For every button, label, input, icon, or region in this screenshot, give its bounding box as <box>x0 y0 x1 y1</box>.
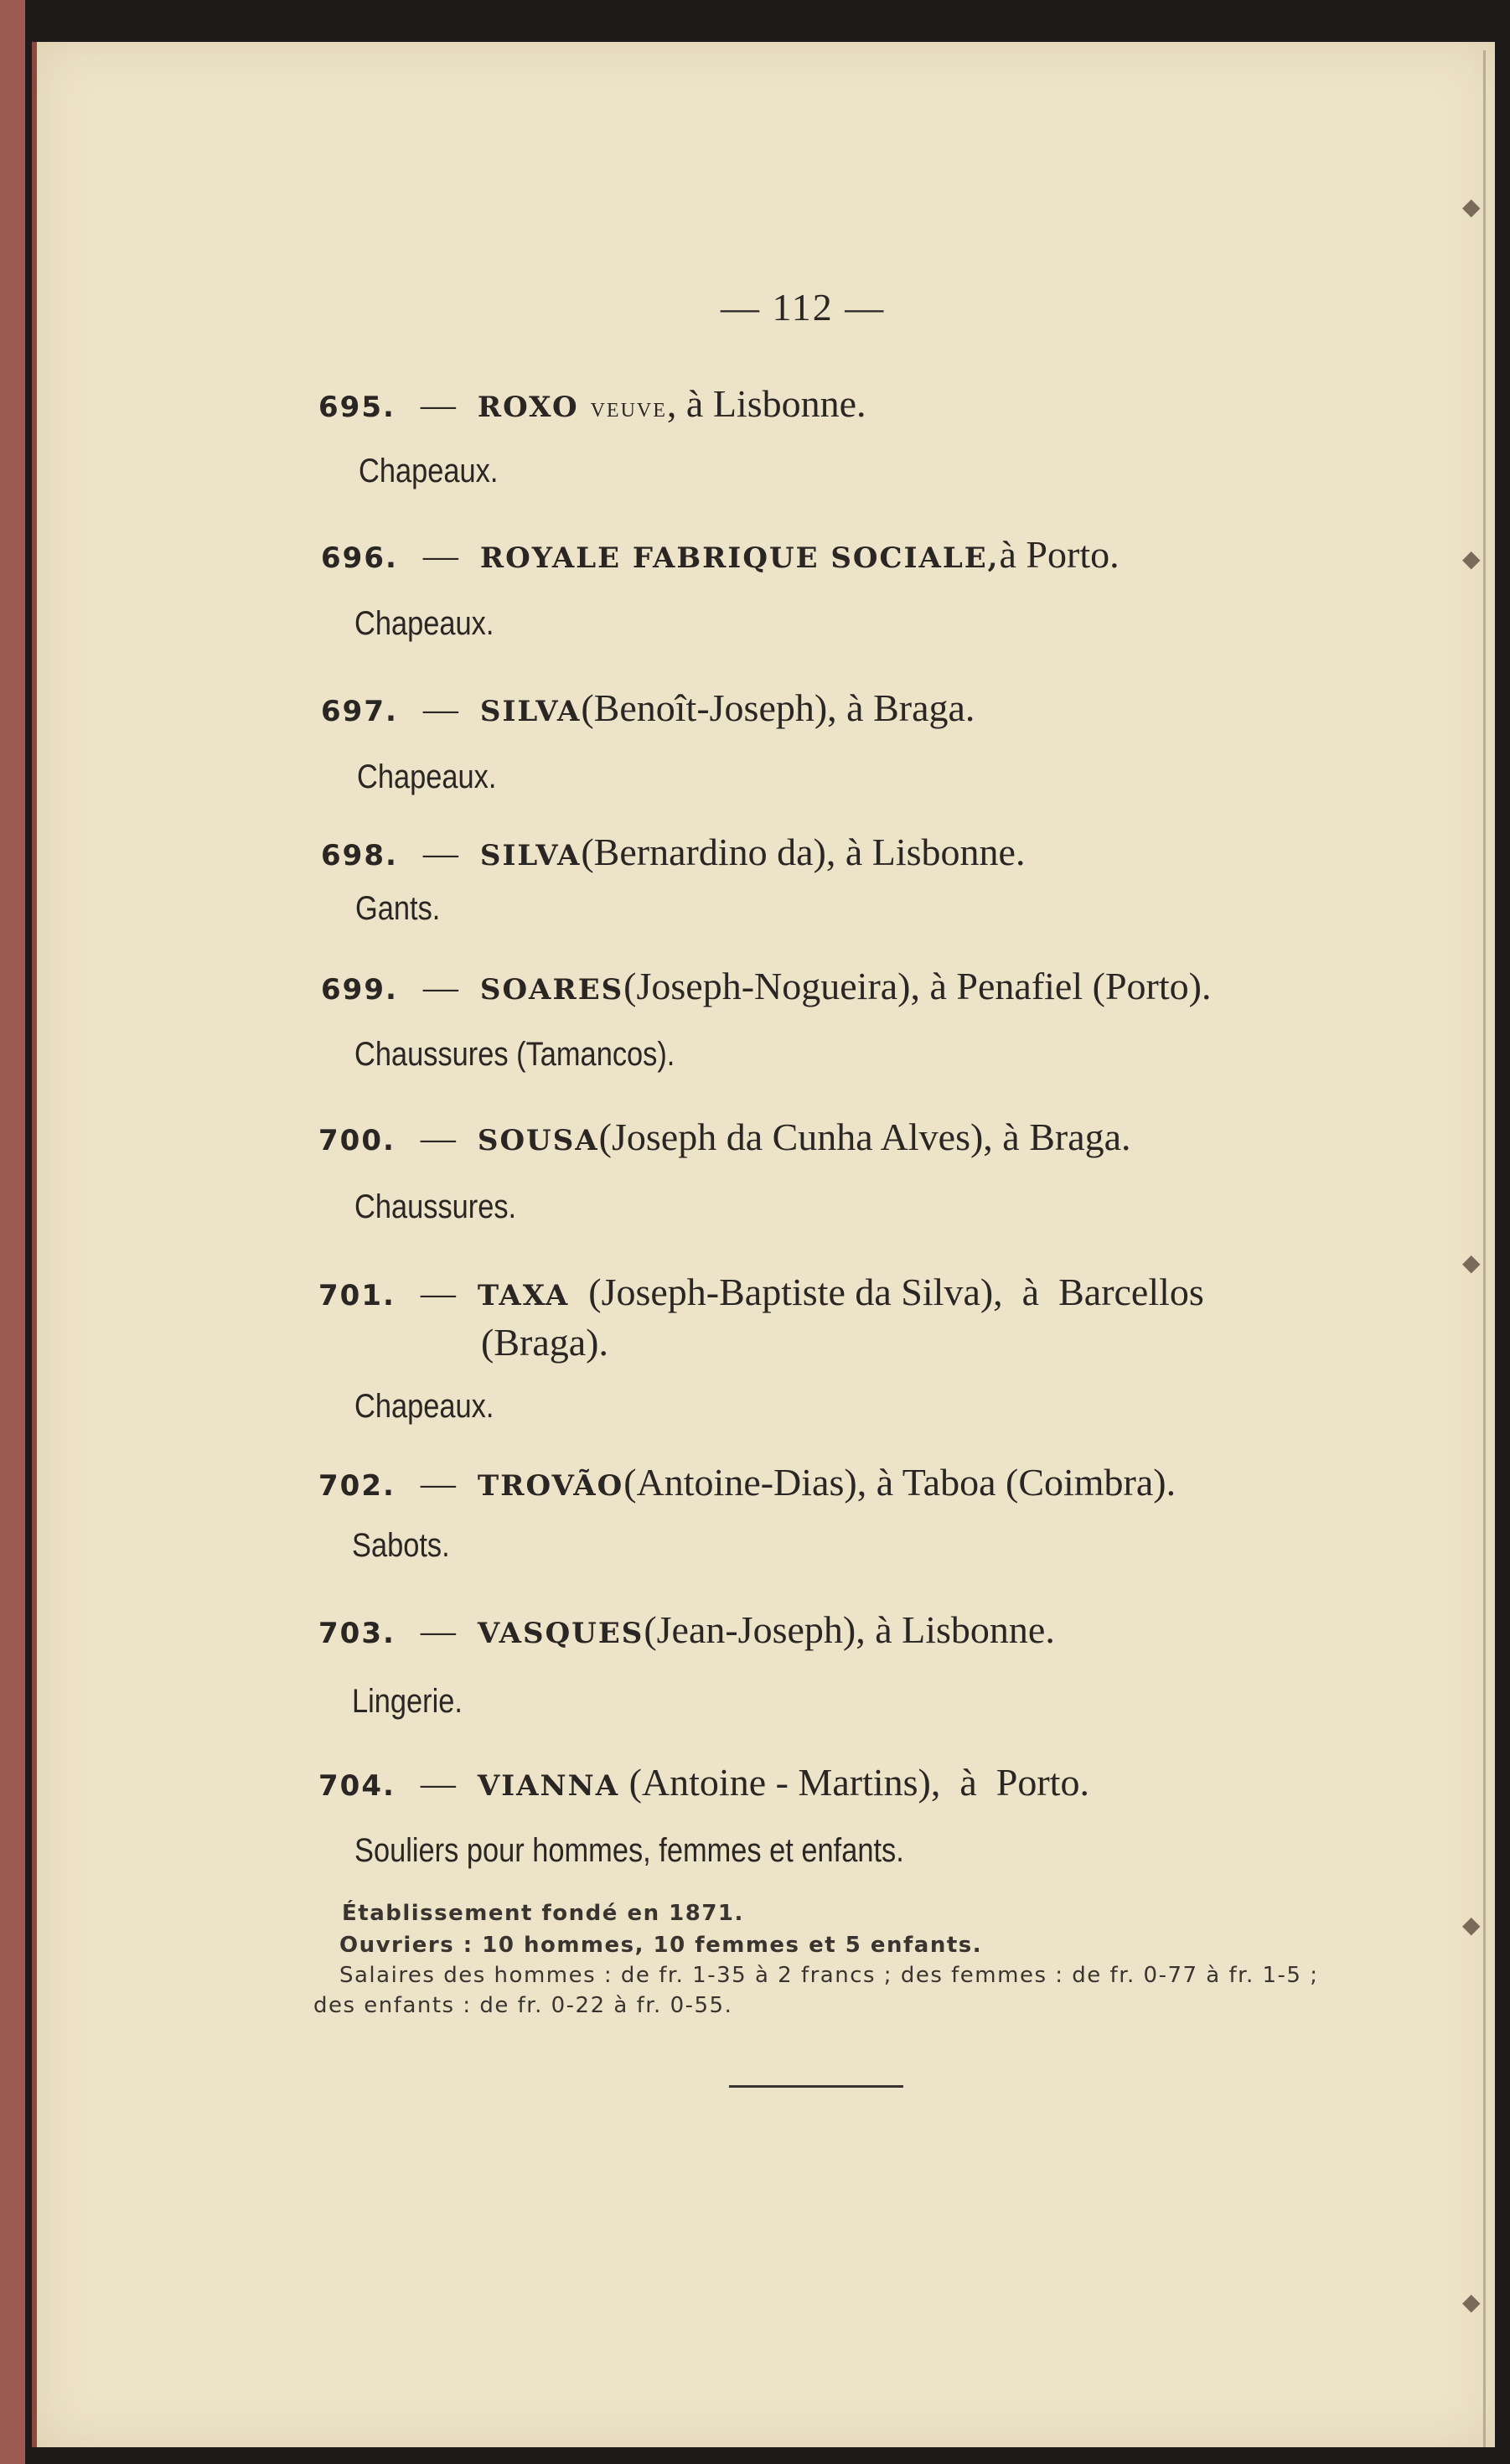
note-founded: Établissement fondé en 1871. <box>342 1901 744 1926</box>
entry-name: SILVA <box>479 839 582 872</box>
entry-dash: — <box>422 691 458 729</box>
entry-name: SOUSA <box>477 1124 599 1157</box>
entry-name: ROXO <box>477 391 579 424</box>
page-edge <box>0 0 25 2464</box>
entry-number: 704. <box>318 1769 396 1803</box>
entry-product: Chaussures (Tamancos). <box>354 1036 675 1073</box>
entry-dash: — <box>420 1465 456 1504</box>
entry-location: (Bernardino da), à Lisbonne. <box>581 831 1026 873</box>
entry-number: 703. <box>318 1617 396 1650</box>
entry-name: SOARES <box>479 973 624 1007</box>
entry-product: Gants. <box>355 890 441 927</box>
tab-marker-icon: ◆ <box>1462 546 1481 572</box>
entry-heading <box>318 381 866 426</box>
entry-location: , à Lisbonne. <box>666 382 866 425</box>
entry-product: Chapeaux. <box>354 1388 494 1425</box>
entry-dash: — <box>420 1275 456 1313</box>
page-number: — 112 — <box>721 286 886 329</box>
entry-name: TAXA <box>477 1279 570 1312</box>
entry-heading <box>321 964 1211 1008</box>
tab-marker-icon: ◆ <box>1462 1250 1481 1276</box>
entry-product: Chaussures. <box>354 1188 517 1225</box>
entry-heading <box>321 686 975 730</box>
entry-heading <box>318 1270 1204 1314</box>
entry-heading <box>321 532 1120 577</box>
entry-number: 699. <box>321 973 398 1007</box>
entry-heading <box>318 1607 1055 1652</box>
entry-heading <box>318 1760 1089 1804</box>
entry-name: ROYALE FABRIQUE SOCIALE, <box>479 541 1000 575</box>
entry-number: 700. <box>318 1124 396 1157</box>
note-wages: Salaires des hommes : de fr. 1-35 à 2 francs ; des femmes : de fr. 0-77 à fr. 1-5 ; <box>339 1963 1319 1988</box>
note-wages-continued: des enfants : de fr. 0-22 à fr. 0-55. <box>313 1993 733 2018</box>
entry-heading <box>318 1460 1176 1504</box>
entry-location: (Joseph-Baptiste da Silva), à Barcellos <box>569 1271 1204 1313</box>
entry-product: Sabots. <box>352 1527 450 1564</box>
entry-dash: — <box>420 1765 456 1804</box>
entry-name: VASQUES <box>477 1617 644 1650</box>
entry-location: (Antoine-Dias), à Taboa (Coimbra). <box>623 1461 1176 1504</box>
entry-name: SILVA <box>479 695 582 728</box>
entry-dash: — <box>422 537 458 576</box>
entry-number: 695. <box>318 391 396 424</box>
note-workers: Ouvriers : 10 hommes, 10 femmes et 5 enfants. <box>339 1933 983 1958</box>
entry-dash: — <box>420 386 456 425</box>
entry-location: (Antoine - Martins), à Porto. <box>619 1761 1089 1804</box>
entry-location: (Joseph da Cunha Alves), à Braga. <box>598 1116 1131 1158</box>
entry-number: 702. <box>318 1469 396 1503</box>
entry-name: VIANNA <box>477 1769 620 1803</box>
entry-dash: — <box>420 1120 456 1158</box>
entry-product: Chapeaux. <box>359 453 499 489</box>
entry-number: 696. <box>321 541 398 575</box>
entry-product: Chapeaux. <box>354 605 494 642</box>
entry-dash: — <box>420 1612 456 1651</box>
gutter-line <box>1483 50 1486 2447</box>
entry-location: (Benoît-Joseph), à Braga. <box>581 686 975 729</box>
tab-marker-icon: ◆ <box>1462 1913 1481 1939</box>
entry-location: (Joseph-Nogueira), à Penafiel (Porto). <box>623 965 1212 1007</box>
entry-product: Lingerie. <box>352 1683 463 1720</box>
entry-product: Souliers pour hommes, femmes et enfants. <box>354 1832 904 1869</box>
entry-qualifier: veuve <box>590 392 667 423</box>
section-divider <box>729 2085 903 2088</box>
entry-dash: — <box>422 969 458 1007</box>
entry-heading <box>321 830 1025 874</box>
entry-name: TROVÃO <box>477 1469 624 1503</box>
entry-number: 701. <box>318 1279 396 1312</box>
entry-location-continued: (Braga). <box>481 1321 608 1364</box>
entry-dash: — <box>422 835 458 873</box>
entry-location: à Porto. <box>999 533 1120 576</box>
entry-location: (Jean-Joseph), à Lisbonne. <box>644 1608 1055 1651</box>
entry-product: Chapeaux. <box>357 758 497 795</box>
entry-heading <box>318 1115 1131 1159</box>
entry-number: 697. <box>321 695 398 728</box>
tab-marker-icon: ◆ <box>1462 194 1481 220</box>
tab-marker-icon: ◆ <box>1462 2290 1481 2316</box>
entry-number: 698. <box>321 839 398 872</box>
